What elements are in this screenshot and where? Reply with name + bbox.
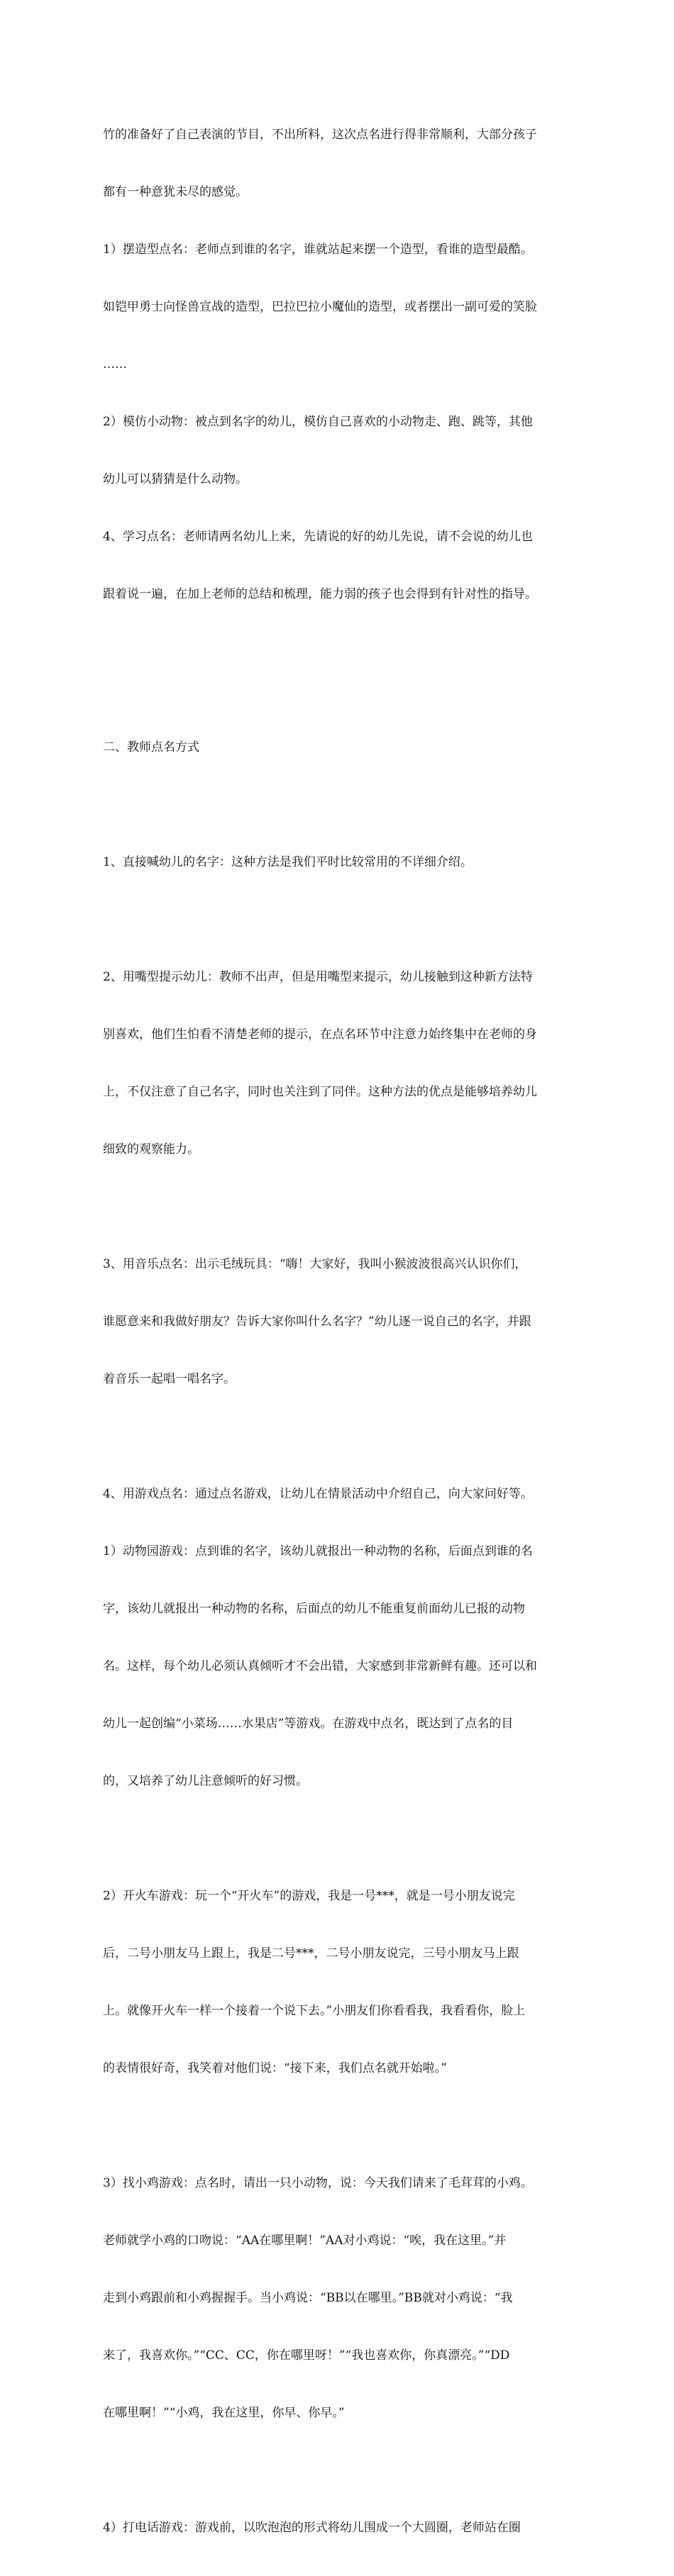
paragraph-train-game: [103, 1849, 578, 2117]
text-line: 的表情很好奇，我笑着对他们说：“接下来，我们点名就开始啦。”: [103, 2061, 447, 2075]
text-line: 走到小鸡跟前和小鸡握握手。当小鸡说：“BB以在哪里。”BB就对小鸡说：“我: [103, 2291, 513, 2305]
spacer: [103, 910, 578, 930]
text-line: 老师就学小鸡的口吻说：“AA在哪里啊！”AA对小鸡说：“唉，我在这里。”并: [103, 2234, 507, 2248]
text-line: 在哪里啊！”“小鸡，我在这里，你早、你早。”: [103, 2406, 345, 2420]
paragraph-intro-end: [103, 87, 578, 642]
text-line: 2、用嘴型提示幼儿：教师不出声，但是用嘴型来提示，幼儿接触到这种新方法特: [103, 970, 533, 984]
text-line: 1、直接喊幼儿的名字：这种方法是我们平时比较常用的不详细介绍。: [103, 855, 473, 869]
text-line: 1）动物园游戏：点到谁的名字，该幼儿就报出一种动物的名称，后面点到谁的名: [103, 1544, 533, 1559]
spacer: [103, 1198, 578, 1217]
text-line: 如铠甲勇士向怪兽宣战的造型，巴拉巴拉小魔仙的造型，或者摆出一副可爱的笑脸: [103, 300, 537, 314]
spacer: [103, 2461, 578, 2480]
text-line: 3、用音乐点名：出示毛绒玩具：“嗨！大家好，我叫小猴波波很高兴认识你们，: [103, 1257, 527, 1271]
text-line: 字，该幼儿就报出一种动物的名称，后面点的幼儿不能重复前面幼儿已报的动物: [103, 1602, 525, 1616]
text-line: 谁愿意来和我做好朋友？告诉大家你叫什么名字？”幼儿逐一说自己的名字，并跟: [103, 1315, 531, 1329]
text-line: 别喜欢，他们生怕看不清楚老师的提示，在点名环节中注意力始终集中在老师的身: [103, 1027, 537, 1042]
paragraph-method-3: [103, 1217, 578, 1427]
spacer: [103, 662, 578, 681]
text-line: 来了，我喜欢你。”“CC、CC，你在哪里呀！”“我也喜欢你，你真漂亮。”“DD: [103, 2348, 510, 2363]
spacer: [103, 681, 578, 700]
text-line: ……: [103, 357, 127, 372]
spacer: [103, 796, 578, 815]
text-line: 跟着说一遍，在加上老师的总结和梳理，能力弱的孩子也会得到有针对性的指导。: [103, 587, 537, 601]
text-line: 后，二号小朋友马上跟上，我是二号***，二号小朋友说完，三号小朋友马上跟: [103, 1946, 519, 1961]
paragraph-chick-game: [103, 2136, 578, 2461]
document-body: [103, 87, 578, 2576]
text-line: 幼儿一起创编“小菜场……水果店”等游戏。在游戏中点名，既达到了点名的目: [103, 1717, 514, 1731]
text-line: 3）找小鸡游戏：点名时，请出一只小动物，说：今天我们请来了毛茸茸的小鸡。: [103, 2176, 533, 2190]
text-line: 幼儿可以猜猜是什么动物。: [103, 472, 248, 486]
text-line: 上。就像开火车一样一个接着一个说下去。”小朋友们你看看我，我看看你，脸上: [103, 2004, 526, 2018]
text-line: 2）开火车游戏：玩一个“开火车”的游戏，我是一号***，就是一号小朋友说完: [103, 1889, 515, 1903]
text-line: 名。这样，每个幼儿必须认真倾听才不会出错，大家感到非常新鲜有趣。还可以和: [103, 1659, 537, 1673]
paragraph-method-1: [103, 815, 578, 910]
text-line: 着音乐一起唱一唱名字。: [103, 1372, 236, 1386]
text-line: 1）摆造型点名：老师点到谁的名字，谁就站起来摆一个造型，看谁的造型最酷。: [103, 242, 533, 257]
text-line: 4、用游戏点名：通过点名游戏，让幼儿在情景活动中介绍自己，向大家问好等。: [103, 1487, 533, 1501]
spacer: [103, 1427, 578, 1446]
spacer: [103, 642, 578, 662]
text-line: 的，又培养了幼儿注意倾听的好习惯。: [103, 1774, 308, 1788]
text-line: 竹的准备好了自己表演的节目，不出所料，这次点名进行得非常顺利，大部分孩子: [103, 128, 537, 142]
text-line: 都有一种意犹未尽的感觉。: [103, 185, 248, 199]
text-line: 细致的观察能力。: [103, 1142, 199, 1156]
text-line: 4）打电话游戏：游戏前，以吹泡泡的形式将幼儿围成一个大圆圈，老师站在圈: [103, 2521, 521, 2535]
section-heading: [103, 700, 578, 796]
section-title: 二、教师点名方式: [103, 740, 199, 754]
paragraph-phone-game: [103, 2480, 578, 2576]
spacer: [103, 1829, 578, 1849]
spacer: [103, 2117, 578, 2136]
text-line: 上，不仅注意了自己名字，同时也关注到了同伴。这种方法的优点是能够培养幼儿: [103, 1085, 537, 1099]
paragraph-method-4: [103, 1446, 578, 1829]
text-line: 2）模仿小动物：被点到名字的幼儿，模仿自己喜欢的小动物走、跑、跳等，其他: [103, 415, 533, 429]
paragraph-method-2: [103, 930, 578, 1198]
text-line: 4、学习点名：老师请两名幼儿上来，先请说的好的幼儿先说，请不会说的幼儿也: [103, 530, 533, 544]
